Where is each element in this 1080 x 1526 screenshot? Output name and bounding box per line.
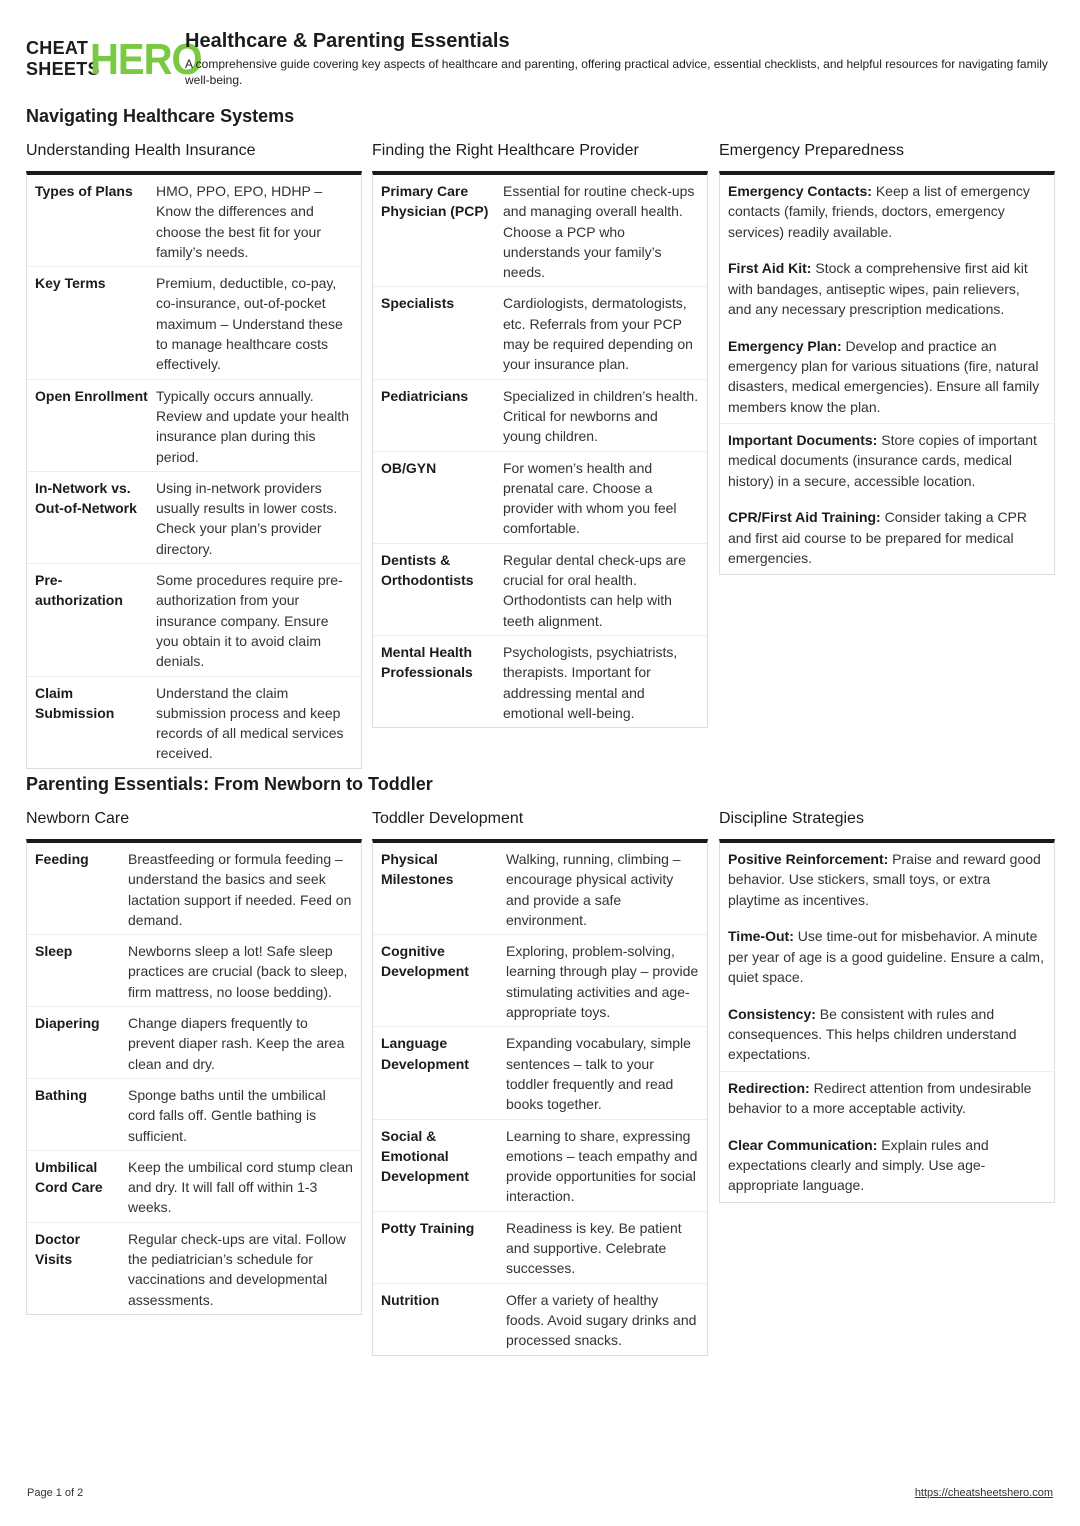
toddler-table [372,839,708,1356]
row-definition: Understand the claim submission process and keep records of all medical services received. [156,684,344,762]
row-definition: Newborns sleep a lot! Safe sleep practices are crucial (back to sleep, firm mattress, no loose bedding). [128,943,348,1000]
table-row [373,380,707,452]
table-row [27,380,361,472]
discipline-card [719,839,1055,1203]
insurance-title: Understanding Health Insurance [26,142,256,159]
logo-text-hero: HERO [90,36,202,84]
list-item [728,1078,1046,1119]
table-row [373,1120,707,1212]
row-term: Specialists [381,295,455,312]
newborn-column [26,808,362,1315]
row-term: Mental Health Professionals [381,643,473,681]
item-text: Consider taking a CPR and first aid course to be prepared for medical emergencies. [728,509,1028,566]
row-term: Primary Care Physician (PCP) [381,183,489,220]
emergency-title: Emergency Preparedness [719,142,904,159]
item-label: CPR/First Aid Training: [728,509,881,526]
toddler-title: Toddler Development [372,810,524,827]
row-definition: Cardiologists, dermatologists, etc. Referrals from your PCP may be required depending on your insurance plan. [503,295,693,373]
logo-text-sheets: SHEETS [26,59,100,79]
table-row [27,1223,361,1314]
item-text: Develop and practice an emergency plan for various situations (fire, natural disasters, medical emergencies). Ensure all family members know the plan. [728,337,1040,415]
item-label: Consistency: [728,1005,816,1022]
row-definition: Readiness is key. Be patient and supportive. Celebrate successes. [506,1219,682,1277]
logo-text-cheat: CHEAT [26,38,89,58]
row-definition: Exploring, problem-solving, learning through play – provide stimulating activities and age-appropriate toys. [506,943,699,1021]
row-term: Open Enrollment [35,387,148,404]
row-definition: Learning to share, expressing emotions – teach empathy and provide opportunities for social interaction. [506,1127,698,1205]
emergency-card [719,171,1055,575]
table-row [27,175,361,267]
section-title-healthcare: Navigating Healthcare Systems [26,106,295,126]
paragraph-group [720,843,1054,1072]
row-term: Claim Submission [35,684,115,721]
item-text: Stock a comprehensive first aid kit with bandages, antiseptic wipes, pain relievers, and any necessary prescription medications. [728,260,1028,317]
row-definition: Psychologists, psychiatrists, therapists. Important for addressing mental and emotional well-being. [503,643,678,721]
emergency-column [719,140,1055,575]
row-term: Diapering [35,1015,100,1032]
site-link[interactable]: https://cheatsheetshero.com [914,1487,1053,1499]
row-term: Pediatricians [381,387,469,404]
row-definition: Regular dental check-ups are crucial for oral health. Orthodontists can help with teeth alignment. [503,551,686,629]
table-row [373,544,707,636]
table-row [27,1007,361,1079]
item-text: Explain rules and expectations clearly and simply. Use age-appropriate language. [728,1136,989,1194]
item-text: Praise and reward good behavior. Use stickers, small toys, or extra playtime as incentives. [728,851,1041,908]
row-definition: Some procedures require pre-authorization from your insurance company. Ensure you obtain it to avoid claim denials. [156,572,343,670]
page-description: A comprehensive guide covering key aspects of healthcare and parenting, offering practical advice, essential checklists, and helpful resources for navigating family well-being. [185,57,1048,87]
table-row [27,472,361,564]
row-term: Bathing [35,1086,88,1103]
row-definition: For women’s health and prenatal care. Choose a provider with whom you feel comfortable. [503,459,677,537]
table-row [27,1079,361,1151]
item-text: Use time-out for misbehavior. A minute per year of age is a good guideline. Ensure a calm, quiet space. [728,928,1044,985]
row-term: Dentists & Orthodontists [381,551,474,589]
item-text: Store copies of important medical documents (insurance cards, medical history) in a secure, accessible location. [728,431,1037,489]
row-term: Social & Emotional Development [381,1127,469,1185]
insurance-column [26,140,362,769]
item-label: Clear Communication: [728,1136,878,1153]
row-definition: Change diapers frequently to prevent diaper rash. Keep the area clean and dry. [128,1015,345,1072]
item-label: Positive Reinforcement: [728,851,889,867]
item-label: Time-Out: [728,928,794,945]
cheatsheetshero-logo[interactable] [26,36,202,84]
table-row [373,843,707,935]
provider-title: Finding the Right Healthcare Provider [372,142,639,159]
row-definition: Expanding vocabulary, simple sentences – talk to your toddler frequently and read books together. [506,1035,691,1113]
paragraph-group [720,175,1054,424]
table-row [27,267,361,379]
row-definition: Specialized in children’s health. Critical for newborns and young children. [503,387,699,445]
row-term: Umbilical Cord Care [35,1158,103,1196]
table-row [373,1027,707,1119]
row-term: Feeding [35,851,89,867]
table-row [373,1284,707,1355]
row-term: Physical Milestones [381,851,454,888]
item-label: Redirection: [728,1079,810,1096]
paragraph-group [720,424,1054,574]
row-definition: Sponge baths until the umbilical cord falls off. Gentle bathing is sufficient. [128,1086,326,1144]
table-row [373,1212,707,1284]
section-title-parenting: Parenting Essentials: From Newborn to Toddler [26,774,433,794]
table-row [373,287,707,379]
discipline-title: Discipline Strategies [719,810,864,827]
table-row [27,843,361,935]
row-definition: Offer a variety of healthy foods. Avoid sugary drinks and processed snacks. [506,1291,697,1349]
row-definition: Using in-network providers usually results in lower costs. Check your plan’s provider directory. [156,479,338,557]
item-label: Important Documents: [728,431,878,448]
row-term: Key Terms [35,275,106,292]
row-term: OB/GYN [381,459,437,476]
row-definition: Keep the umbilical cord stump clean and dry. It will fall off within 1-3 weeks. [128,1158,353,1216]
list-item [728,849,1046,910]
page-number: Page 1 of 2 [27,1487,84,1499]
table-row [373,935,707,1027]
page-header [26,30,1056,90]
list-item [728,1004,1046,1065]
table-row [373,175,707,287]
row-definition: HMO, PPO, EPO, HDHP – Know the differences and choose the best fit for your family’s needs. [156,183,323,260]
table-row [27,935,361,1007]
row-definition: Regular check-ups are vital. Follow the pediatrician’s schedule for vaccinations and developmental assessments. [128,1230,346,1308]
table-row [27,564,361,676]
row-definition: Essential for routine check-ups and managing overall health. Choose a PCP who understands your family’s needs. [503,183,695,281]
item-text: Be consistent with rules and consequences. This helps children understand expectations. [728,1005,1017,1063]
item-label: First Aid Kit: [728,260,812,277]
table-row [27,1151,361,1223]
row-definition: Walking, running, climbing – encourage physical activity and provide a safe environment. [506,851,681,928]
item-label: Emergency Contacts: [728,183,872,199]
list-item [728,430,1046,491]
row-term: Pre-authorization [35,572,123,609]
item-text: Redirect attention from undesirable behavior to a more acceptable activity. [728,1079,1032,1116]
item-text: Keep a list of emergency contacts (family, friends, doctors, emergency services) readily available. [728,183,1030,240]
row-definition: Premium, deductible, co-pay, co-insurance, out-of-pocket maximum – Understand these to manage healthcare costs effectively. [156,275,343,373]
discipline-column [719,808,1055,1203]
item-label: Emergency Plan: [728,337,842,354]
row-definition: Breastfeeding or formula feeding – understand the basics and seek lactation support if needed. Feed on demand. [128,851,352,928]
newborn-title: Newborn Care [26,810,130,827]
provider-column [372,140,708,728]
list-item [728,1135,1046,1196]
row-term: Sleep [35,943,73,960]
list-item [728,258,1046,319]
list-item [728,181,1046,242]
row-term: Types of Plans [35,183,133,199]
row-term: In-Network vs. Out-of-Network [35,479,137,517]
provider-table [372,171,708,728]
table-row [373,452,707,544]
page-title: Healthcare & Parenting Essentials [185,30,510,52]
table-row [373,636,707,727]
row-term: Doctor Visits [35,1230,81,1268]
row-term: Potty Training [381,1219,475,1236]
table-row [27,677,361,768]
paragraph-group [720,1072,1054,1202]
row-definition: Typically occurs annually. Review and update your health insurance plan during this period. [156,387,350,465]
newborn-table [26,839,362,1315]
row-term: Cognitive Development [381,943,469,980]
list-item [728,336,1046,417]
row-term: Language Development [381,1035,469,1072]
toddler-column [372,808,708,1356]
list-item [728,926,1046,987]
list-item [728,507,1046,568]
insurance-table [26,171,362,769]
row-term: Nutrition [381,1291,440,1308]
